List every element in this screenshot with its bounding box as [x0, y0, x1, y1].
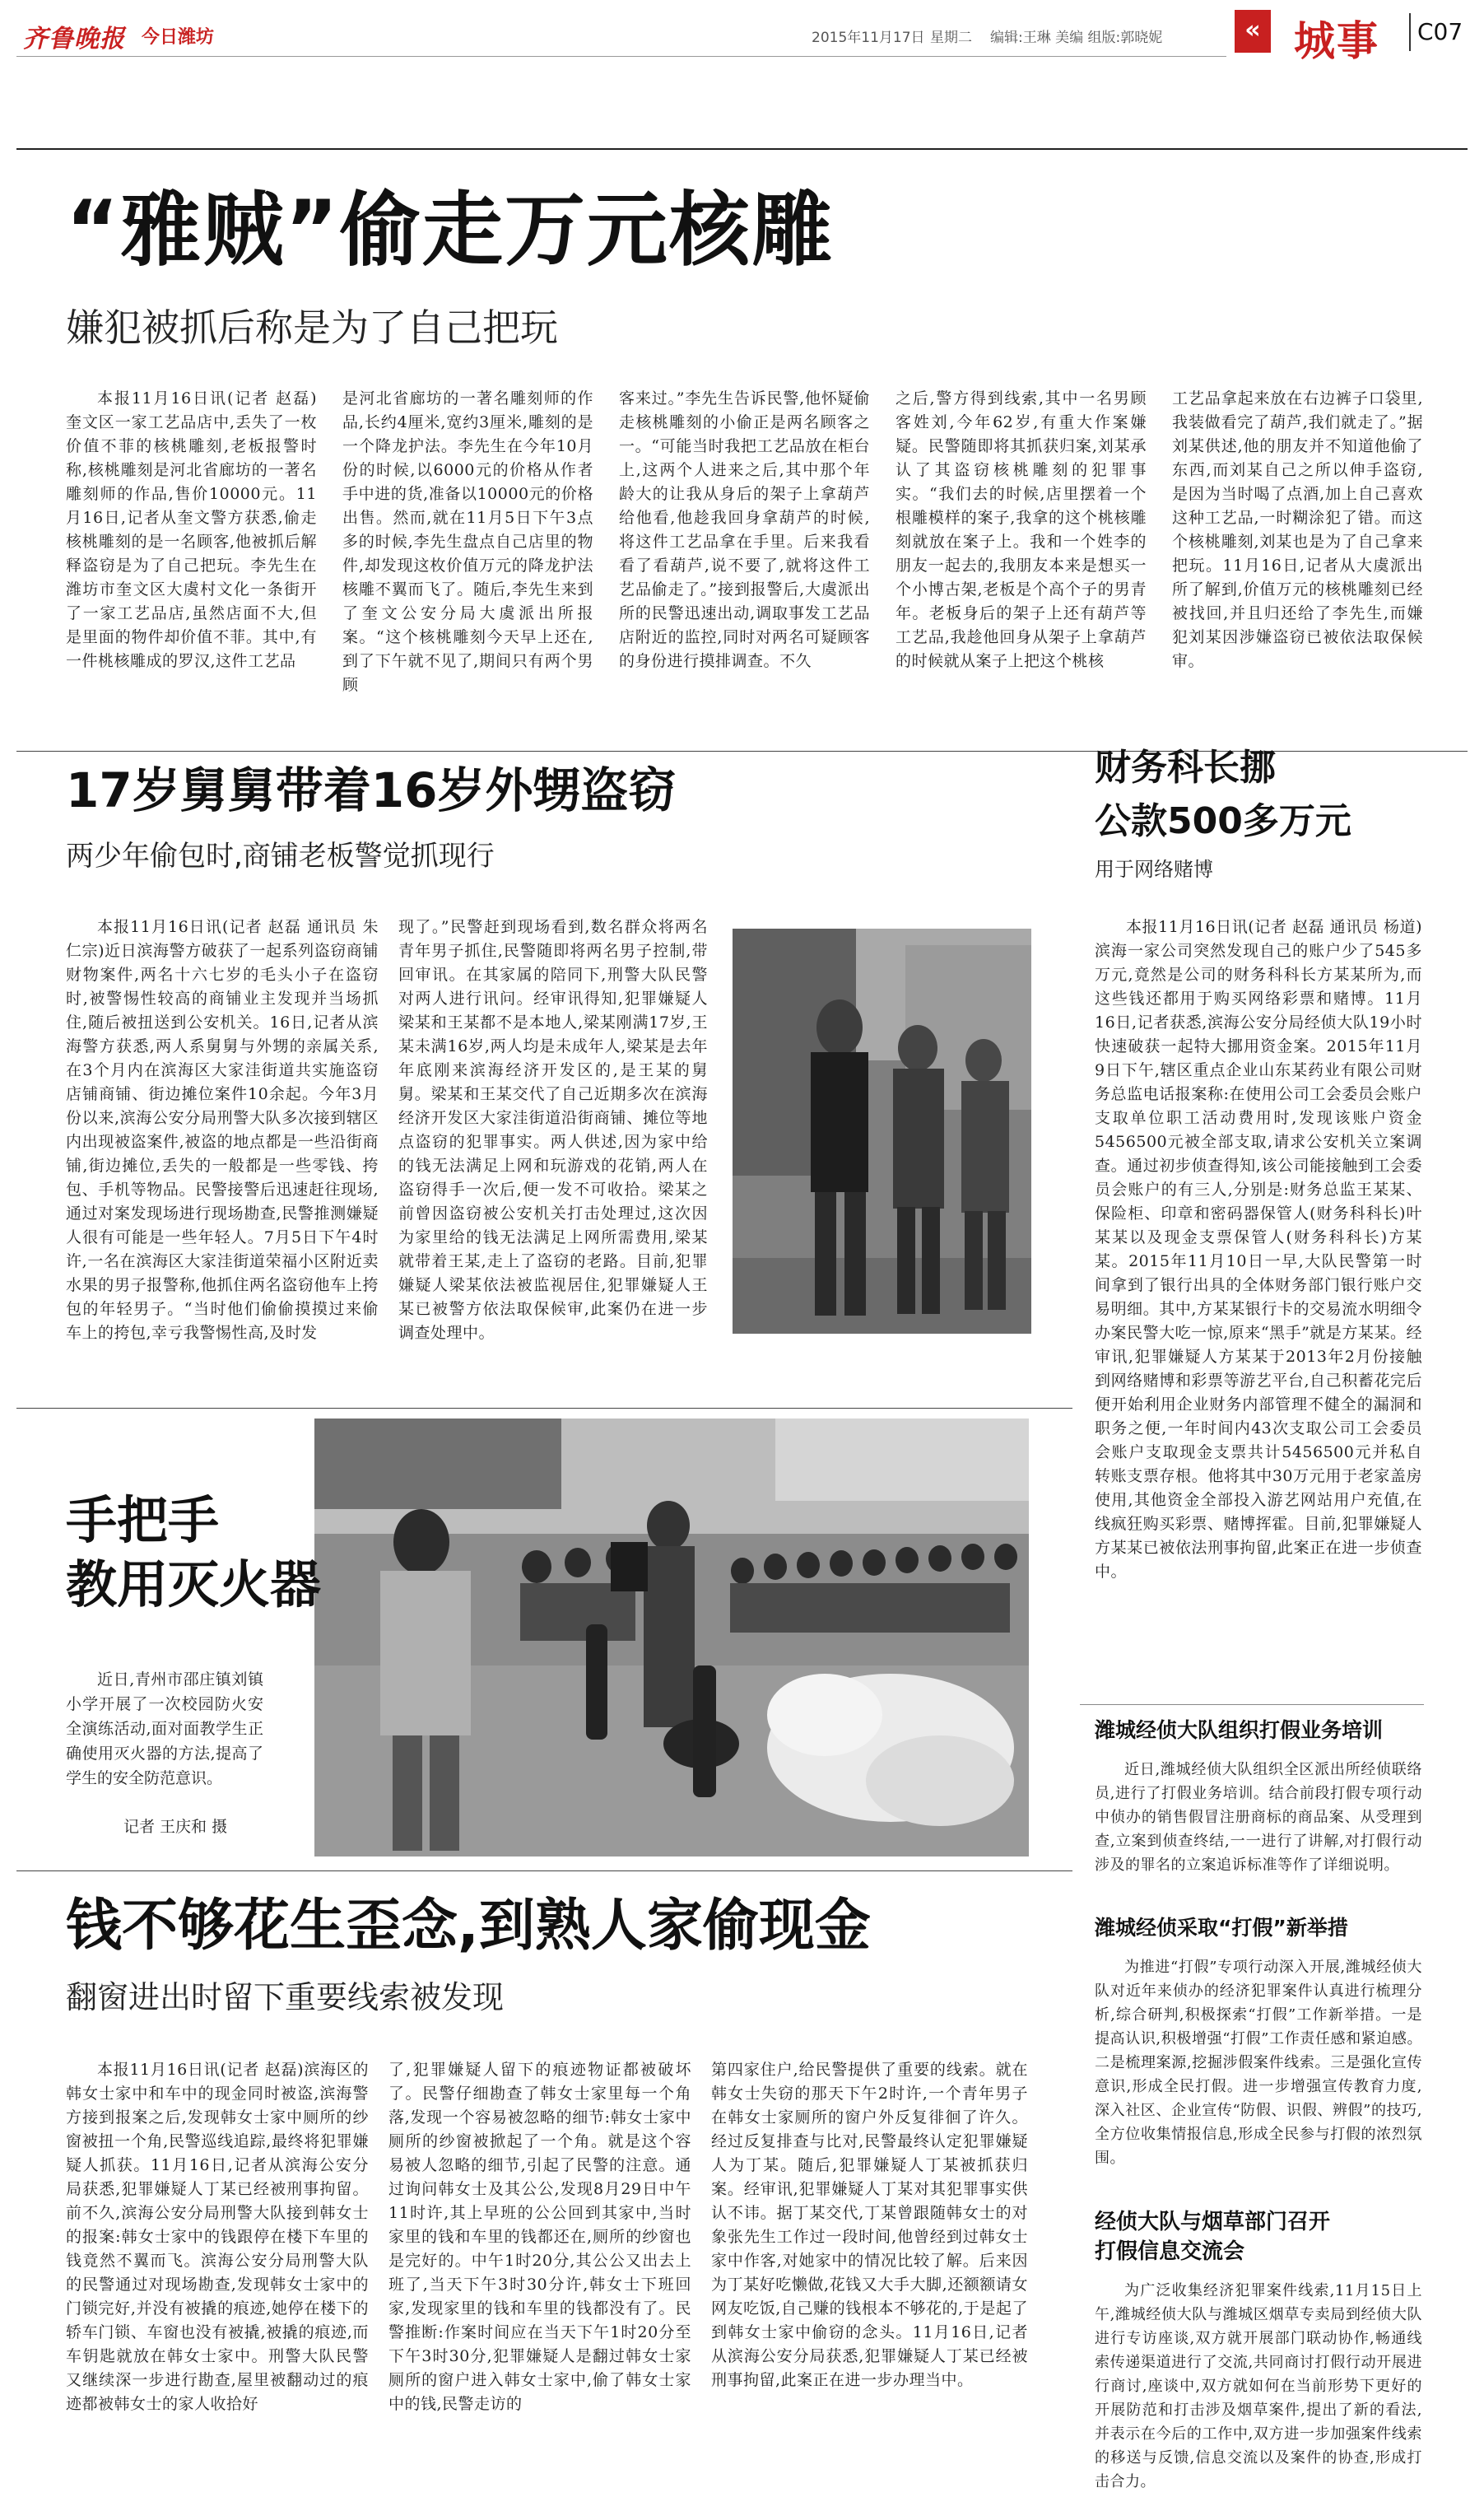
masthead-rule [16, 148, 1468, 150]
story2-col-2: 现了。”民警赶到现场看到,数名群众将两名青年男子抓住,民警随即将两名男子控制,带回审讯。在其家属的陪同下,刑警大队民警对两人进行讯问。经审讯得知,犯罪嫌疑人梁某和王某都不是本地人,梁某刚满17岁,王某未满16岁,两人均是未成年人,梁某是去年年底刚来滨海经济开发区的,是王某的舅舅。梁某和王某交代了自己近期多次在滨海经济开发区大家洼街道沿街商铺、摊位等地点盗窃的犯罪事实。两人供述,因为家中给的钱无法满足上网和玩游戏的花销,两人在盗窃得手一次后,便一发不可收拾。梁某之前曾因盗窃被公安机关打击处理过,这次因为家里给的钱无法满足上网所需费用,梁某就带着王某,走上了盗窃的老路。目前,犯罪嫌疑人梁某依法被监视居住,犯罪嫌疑人王某已被警方依法取保候审,此案仍在进一步调查处理中。 [398, 918, 708, 1342]
masthead-rule-top [16, 56, 1226, 57]
story4-rule [16, 1408, 1072, 1409]
brief3-title-2: 打假信息交流会 [1095, 2239, 1245, 2264]
story4-caption-text: 近日,青州市邵庄镇刘镇小学开展了一次校园防火安全演练活动,面对面教学生正确使用灭火器的方法,提高了学生的安全防范意识。 [66, 1670, 263, 1787]
story3-body: 本报11月16日讯(记者 赵磊 通讯员 杨道)滨海一家公司突然发现自己的账户少了545多万元,竟然是公司的财务科科长方某某所为,而这些钱还都用于购买网络彩票和赌博。11月16日,记者获悉,滨海公安分局经侦大队19小时快速破获一起特大挪用资金案。2015年11月9日下午,辖区重点企业山东某药业有限公司财务总监电话报案称:在使用公司工会委员会账户支取单位职工活动费用时,发现该账户资金5456500元被全部支取,请求公安机关立案调查。通过初步侦查得知,该公司能接触到工会委员会账户的有三人,分别是:财务总监王某某、保险柜、印章和密码器保管人(财务科科长)叶某某以及现金支票保管人(财务科科长)方某某。2015年11月10日一早,大队民警第一时间拿到了银行出具的全体财务部门银行账户交易明细。其中,方某某银行卡的交易流水明细令办案民警大吃一惊,原来“黑手”就是方某某。经审讯,犯罪嫌疑人方某某于2013年2月份接触到网络赌博和彩票等游艺平台,自己积蓄花完后便开始利用企业财务内部管理不健全的漏洞和职务之便,一年时间内43次支取公司工会委员会账户支取现金支票共计5456500元并私自转账支票存根。他将其中30万元用于老家盖房使用,其他资金全部投入游艺网站用户充值,在线疯狂购买彩票、赌博挥霍。目前,犯罪嫌疑人方某某已被依法刑事拘留,此案正在进一步侦查中。 [1095, 918, 1422, 1581]
story1-subhead: 嫌犯被抓后称是为了自己把玩 [66, 305, 558, 350]
brief1-title: 潍城经侦大队组织打假业务培训 [1095, 1718, 1384, 1742]
newspaper-logo: 齐鲁晚报 [23, 25, 125, 54]
story1-headline: “雅贼”偷走万元核雕 [66, 184, 834, 277]
brief3-body: 为广泛收集经济犯罪案件线索,11月15日上午,潍城经侦大队与潍城区烟草专卖局到经侦大队进行专访座谈,双方就开展部门联动协作,畅通线索传递渠道进行了交流,共同商讨打假行动开展进行商讨,座谈中,双方就如何在当前形势下更好的开展防范和打击涉及烟草案件,提出了新的看法,并表示在今后的工作中,双方进一步加强案件线索的移送与反馈,信息交流以及案件的协查,形成打击合力。 [1095, 2282, 1422, 2490]
issue-date: 2015年11月17日 [812, 30, 925, 46]
story5-col-3: 第四家住户,给民警提供了重要的线索。就在韩女士失窃的那天下午2时许,一个青年男子在韩女士家厕所的窗户外反复徘徊了许久。经过反复排查与比对,民警最终认定犯罪嫌疑人为丁某。随后,犯罪嫌疑人丁某被抓获归案。经审讯,犯罪嫌疑人丁某对其犯罪事实供认不讳。据丁某交代,丁某曾跟随韩女士的对象张先生工作过一段时间,他曾经到过韩女士家中作客,对她家中的情况比较了解。后来因为丁某好吃懒做,花钱又大手大脚,还额额请女网友吃饭,自己赚的钱根本不够花的,于是起了到韩女士家中偷窃的念头。11月16日,记者从滨海公安分局获悉,犯罪嫌疑人丁某已经被刑事拘留,此案正在进一步办理当中。 [711, 2061, 1028, 2389]
divider-vertical [1409, 13, 1411, 51]
story3-headline-2: 公款500多万元 [1095, 800, 1351, 842]
brief1-rule [1080, 1704, 1424, 1705]
story5-headline: 钱不够花生歪念,到熟人家偷现金 [66, 1894, 871, 1959]
section-tab: « [1235, 10, 1271, 53]
story4-title-2: 教用灭火器 [66, 1554, 322, 1614]
story3-subhead: 用于网络赌博 [1095, 858, 1213, 881]
masthead [0, 0, 1484, 99]
story4-photo [314, 1419, 1029, 1856]
brief3-title-1: 经侦大队与烟草部门召开 [1095, 2210, 1331, 2234]
story3-headline-1: 财务科长挪 [1095, 747, 1276, 789]
page-number: C07 [1417, 18, 1463, 45]
story4-title-1: 手把手 [66, 1490, 220, 1550]
story4-credit: 记者 王庆和 摄 [123, 1818, 228, 1836]
story5-col-1: 本报11月16日讯(记者 赵磊)滨海区的韩女士家中和车中的现金同时被盗,滨海警方接到报案之后,发现韩女士家中厕所的纱窗被扭一个角,民警巡线追踪,最终将犯罪嫌疑人抓获。11月16日,记者从滨海公安分局获悉,犯罪嫌疑人丁某已经被刑事拘留。前不久,滨海公安分局刑警大队接到韩女士的报案:韩女士家中的钱跟停在楼下车里的钱竟然不翼而飞。滨海公安分局刑警大队的民警通过对现场勘查,发现韩女士家中的门锁完好,并没有被撬的痕迹,她停在楼下的轿车门锁、车窗也没有被撬,被撬的痕迹,而车钥匙就放在韩女士家中。刑警大队民警又继续深一步进行勘查,屋里被翻动过的痕迹都被韩女士的家人收拾好 [66, 2061, 369, 2413]
story2-col-1: 本报11月16日讯(记者 赵磊 通讯员 朱仁宗)近日滨海警方破获了一起系列盗窃商铺财物案件,两名十六七岁的毛头小子在盗窃时,被警惕性较高的商铺业主发现并当场抓住,随后被扭送到公安机关。16日,记者从滨海警方获悉,两人系舅舅与外甥的亲属关系,在3个月内在滨海区大家洼街道共实施盗窃店铺商铺、街边摊位案件10余起。今年3月份以来,滨海公安分局刑警大队多次接到辖区内出现被盗案件,被盗的地点都是一些沿街商铺,街边摊位,丢失的一般都是一些零钱、挎包、手机等物品。民警接警后迅速赶往现场,通过对案发现场进行现场勘查,民警推测嫌疑人很有可能是一些年轻人。7月5日下午4时许,一名在滨海区大家洼街道荣福小区附近卖水果的男子报警称,他抓住两名盗窃他车上挎包的年轻男子。“当时他们偷偷摸摸过来偷车上的挎包,幸亏我警惕性高,及时发 [66, 918, 379, 1342]
story2-photo [733, 929, 1031, 1334]
brief1-body: 近日,潍城经侦大队组织全区派出所经侦联络员,进行了打假业务培训。结合前段打假专项行动中侦办的销售假冒注册商标的商品案、从受理到查,立案到侦查终结,一一进行了讲解,对打假行动涉及的罪名的立案追诉标准等作了详细说明。 [1095, 1761, 1422, 1874]
story1-col-4: 之后,警方得到线索,其中一名男顾客姓刘,今年62岁,有重大作案嫌疑。民警随即将其抓获归案,刘某承认了其盗窃核桃雕刻的犯罪事实。“我们去的时候,店里摆着一个根雕模样的案子,我拿的这个桃核雕刻就放在案子上。我和一个姓李的朋友一起去的,我朋友本来是想买一个小博古架,老板是个高个子的男青年。老板身后的架子上还有葫芦等工艺品,我趁他回身从架子上拿葫芦的时候就从案子上把这个桃核 [896, 389, 1147, 670]
story4-bottom-rule [16, 1870, 1072, 1871]
brief2-body: 为推进“打假”专项行动深入开展,潍城经侦大队对近年来侦办的经济犯罪案件认真进行梳理分析,综合研判,积极探索“打假”工作新举措。一是提高认识,积极增强“打假”工作责任感和紧迫感。二是梳理案源,挖掘涉假案件线索。三是强化宣传意识,形成全民打假。进一步增强宣传教育力度,深入社区、企业宣传“防假、识假、辨假”的技巧,全方位收集情报信息,形成全民参与打假的浓烈氛围。 [1095, 1959, 1422, 2167]
section-title: 城事 [1294, 17, 1379, 65]
story5-subhead: 翻窗进出时留下重要线索被发现 [66, 1979, 505, 2015]
story1-col-1: 本报11月16日讯(记者 赵磊)奎文区一家工艺品店中,丢失了一枚价值不菲的核桃雕刻,老板报警时称,核桃雕刻是河北省廊坊的一著名雕刻师的作品,售价10000元。11月16日,记者从奎文警方获悉,偷走核桃雕刻的是一名顾客,他被抓后解释盗窃是为了自己把玩。李先生在潍坊市奎文区大虞村文化一条街开了一家工艺品店,虽然店面不大,但是里面的物件却价值不菲。其中,有一件桃核雕成的罗汉,这件工艺品 [66, 389, 317, 670]
brief2-title: 潍城经侦采取“打假”新举措 [1095, 1916, 1348, 1940]
story1-col-5: 工艺品拿起来放在右边裤子口袋里,我装做看完了葫芦,我们就走了。”据刘某供述,他的朋友并不知道他偷了东西,而刘某自己之所以伸手盗窃,是因为当时喝了点酒,加上自己喜欢这种工艺品,一时糊涂犯了错。而这个核桃雕刻,刘某也是为了自己拿来把玩。11月16日,记者从大虞派出所了解到,价值万元的核桃雕刻已经被找回,并且归还给了李先生,而嫌犯刘某因涉嫌盗窃已被依法取保候审。 [1172, 389, 1423, 670]
story1-col-3: 客来过。”李先生告诉民警,他怀疑偷走核桃雕刻的小偷正是两名顾客之一。“可能当时我把工艺品放在柜台上,这两个人进来之后,其中那个年龄大的让我从身后的架子上拿葫芦给他看,他趁我回身拿葫芦的时候,将这件工艺品拿在手里。后来我看看了看葫芦,说不要了,就将这件工艺品偷走了。”接到报警后,大虞派出所的民警迅速出动,调取事发工艺品店附近的监控,同时对两名可疑顾客的身份进行摸排调查。不久 [619, 389, 870, 670]
story5-col-2: 了,犯罪嫌疑人留下的痕迹物证都被破坏了。民警仔细勘查了韩女士家里每一个角落,发现一个容易被忽略的细节:韩女士家中厕所的纱窗被掀起了一个角。就是这个容易被人忽略的细节,引起了民警的注意。通过询问韩女士及其公公,发现8月29日中午11时许,其上早班的公公回到其家中,当时家里的钱和车里的钱都还在,厕所的纱窗也是完好的。中午1时20分,其公公又出去上班了,当天下午3时30分许,韩女士下班回家,发现家里的钱和车里的钱都没有了。民警推断:作案时间应在当天下午1时20分至下午3时30分,犯罪嫌疑人是翻过韩女士家厕所的窗户进入韩女士家中,偷了韩女士家中的钱,民警走访的 [388, 2061, 691, 2413]
story1-col-2: 是河北省廊坊的一著名雕刻师的作品,长约4厘米,宽约3厘米,雕刻的是一个降龙护法。李先生在今年10月份的时候,以6000元的价格从作者手中进的货,准备以10000元的价格出售。然而,就在11月5日下午3点多的时候,李先生盘点自己店里的物件,却发现这枚价值万元的降龙护法核雕不翼而飞了。随后,李先生来到了奎文公安分局大虞派出所报案。“这个核桃雕刻今天早上还在,到了下午就不见了,期间只有两个男顾 [342, 389, 593, 694]
issue-weekday: 星期二 [930, 30, 972, 46]
story2-headline: 17岁舅舅带着16岁外甥盗窃 [66, 762, 677, 818]
story4-caption [66, 1667, 263, 1815]
staff-credits: 编辑:王琳 美编 组版:郭晓妮 [990, 30, 1163, 46]
edition-label: 今日潍坊 [142, 27, 215, 48]
story2-subhead: 两少年偷包时,商铺老板警觉抓现行 [66, 840, 495, 873]
